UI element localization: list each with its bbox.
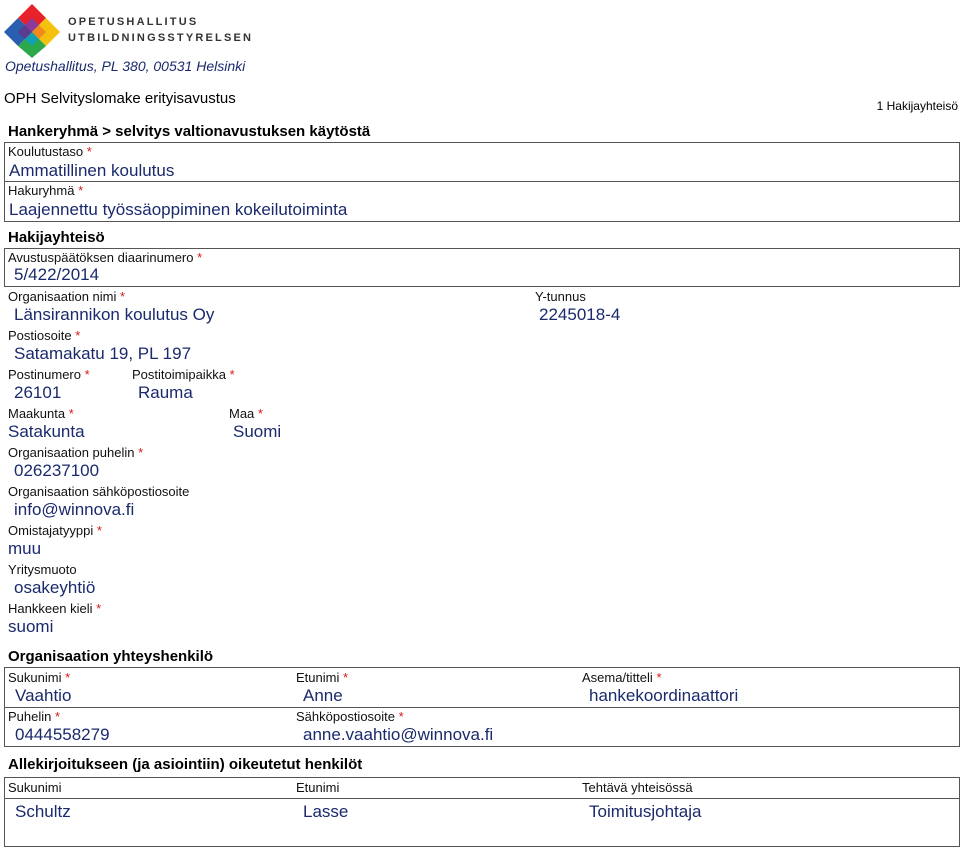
page-indicator: 1 Hakijayhteisö	[876, 99, 958, 113]
column-header-sukunimi: Sukunimi	[8, 780, 62, 795]
contact-phone-label: Puhelin *	[8, 709, 61, 724]
postitoimipaikka-value: Rauma	[138, 383, 193, 402]
org-email-label: Organisaation sähköpostiosoite	[8, 484, 190, 499]
yritysmuoto-label: Yritysmuoto	[8, 562, 77, 577]
org-phone-label: Organisaation puhelin *	[8, 445, 144, 460]
contact-email-value: anne.vaahtio@winnova.fi	[303, 725, 494, 744]
hakuryhma-label: Hakuryhmä *	[8, 183, 84, 198]
maakunta-value: Satakunta	[8, 422, 85, 441]
signatories-table	[4, 777, 960, 847]
postiosoite-label: Postiosoite *	[8, 328, 81, 343]
omistajatyyppi-value: muu	[8, 539, 42, 558]
section-title-yhteyshenkilo: Organisaation yhteyshenkilö	[8, 648, 214, 665]
postinumero-value: 26101	[14, 383, 62, 402]
sender-address: Opetushallitus, PL 380, 00531 Helsinki	[5, 58, 246, 74]
contact-etunimi-value: Anne	[303, 686, 343, 705]
maa-label: Maa *	[229, 406, 263, 421]
contact-sukunimi-value: Vaahtio	[15, 686, 72, 705]
hakuryhma-value: Laajennettu työssäoppiminen kokeilutoiminta	[9, 200, 348, 219]
org-name-label: Organisaation nimi *	[8, 289, 126, 304]
postinumero-label: Postinumero *	[8, 367, 90, 382]
postitoimipaikka-label: Postitoimipaikka *	[132, 367, 235, 382]
column-header-etunimi: Etunimi	[296, 780, 340, 795]
org-email-value: info@winnova.fi	[14, 500, 135, 519]
section-title-allekirjoitus: Allekirjoitukseen (ja asiointiin) oikeutetut henkilöt	[8, 756, 363, 773]
maakunta-label: Maakunta *	[8, 406, 74, 421]
org-name-value: Länsirannikon koulutus Oy	[14, 305, 215, 324]
koulutustaso-value: Ammatillinen koulutus	[9, 161, 175, 180]
divider	[4, 181, 960, 182]
logo-text-finnish: OPETUSHALLITUS	[68, 16, 199, 28]
signatory-sukunimi: Schultz	[15, 802, 71, 821]
postiosoite-value: Satamakatu 19, PL 197	[14, 344, 192, 363]
logo-text-swedish: UTBILDNINGSSTYRELSEN	[68, 32, 254, 44]
section-title-hankeryhma: Hankeryhmä > selvitys valtionavustuksen käytöstä	[8, 123, 371, 140]
hankkeen-kieli-value: suomi	[8, 617, 54, 636]
contact-etunimi-label: Etunimi *	[296, 670, 349, 685]
contact-email-label: Sähköpostiosoite *	[296, 709, 404, 724]
column-header-tehtava: Tehtävä yhteisössä	[582, 780, 693, 795]
omistajatyyppi-label: Omistajatyyppi *	[8, 523, 102, 538]
hankkeen-kieli-label: Hankkeen kieli *	[8, 601, 102, 616]
diaari-value: 5/422/2014	[14, 265, 100, 284]
contact-asema-value: hankekoordinaattori	[589, 686, 739, 705]
contact-asema-label: Asema/titteli *	[582, 670, 662, 685]
org-phone-value: 026237100	[14, 461, 100, 480]
document-title: OPH Selvityslomake erityisavustus	[4, 90, 236, 107]
divider	[4, 707, 960, 708]
diaari-label: Avustuspäätöksen diaarinumero *	[8, 250, 203, 265]
contact-phone-value: 0444558279	[15, 725, 110, 744]
contact-sukunimi-label: Sukunimi *	[8, 670, 71, 685]
koulutustaso-label: Koulutustaso *	[8, 144, 92, 159]
signatory-etunimi: Lasse	[303, 802, 349, 821]
maa-value: Suomi	[233, 422, 282, 441]
table-header-divider	[4, 798, 960, 799]
section-title-hakijayhteiso: Hakijayhteisö	[8, 229, 105, 246]
yritysmuoto-value: osakeyhtiö	[14, 578, 96, 597]
ytunnus-label: Y-tunnus	[535, 289, 586, 304]
oph-logo	[4, 4, 60, 58]
signatory-tehtava: Toimitusjohtaja	[589, 802, 702, 821]
ytunnus-value: 2245018-4	[539, 305, 621, 324]
